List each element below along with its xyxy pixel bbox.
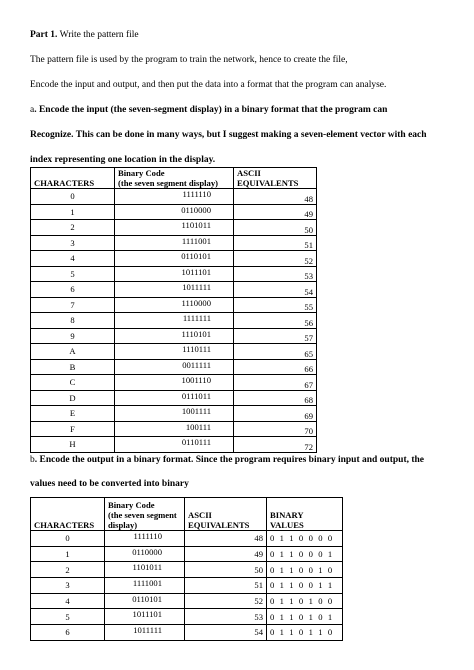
table-row	[31, 189, 317, 205]
header-binary-values: BINARY VALUES	[267, 498, 343, 531]
character-cell: 2	[31, 562, 105, 578]
binary-value-cell: 0 1 1 0 1 0 1	[267, 609, 343, 625]
binary-code-cell: 1011111	[105, 625, 185, 641]
intro-paragraph-1: The pattern file is used by the program to train the network, hence to create the file,	[30, 55, 348, 65]
seven-segment-table	[30, 167, 317, 453]
ascii-cell: 66	[234, 359, 317, 375]
character-cell: 1	[31, 204, 115, 220]
character-cell: H	[31, 437, 115, 453]
binary-code-cell: 100111	[115, 421, 234, 437]
section-b-letter: b	[30, 455, 35, 465]
section-a-text: . Encode the input (the seven-segment display) in a binary format that the program can	[34, 105, 388, 115]
ascii-cell: 55	[234, 297, 317, 313]
character-cell: 0	[31, 189, 115, 205]
binary-value-cell: 0 1 1 0 0 1 0	[267, 562, 343, 578]
character-cell: D	[31, 390, 115, 406]
character-cell: 4	[31, 251, 115, 267]
table-row	[31, 220, 317, 236]
ascii-cell: 65	[234, 344, 317, 360]
section-a-line-1	[30, 105, 387, 115]
part-number: Part 1.	[30, 30, 58, 40]
binary-code-cell: 1011101	[105, 609, 185, 625]
binary-value-cell: 0 1 1 0 0 0 1	[267, 546, 343, 562]
character-cell: 0	[31, 531, 105, 547]
table-header-row	[31, 498, 343, 531]
binary-code-cell: 0011111	[115, 359, 234, 375]
part-heading	[30, 30, 139, 40]
table-header-row	[31, 168, 317, 189]
binary-code-cell: 0110101	[105, 593, 185, 609]
binary-code-cell: 0111011	[115, 390, 234, 406]
table-row	[31, 204, 317, 220]
binary-code-cell: 1111001	[115, 235, 234, 251]
binary-code-cell: 0110111	[115, 437, 234, 453]
header-characters: CHARACTERS	[31, 498, 105, 531]
table-row	[31, 593, 343, 609]
table-row	[31, 344, 317, 360]
ascii-cell: 72	[234, 437, 317, 453]
ascii-cell: 57	[234, 328, 317, 344]
ascii-cell: 52	[234, 251, 317, 267]
binary-code-cell: 1001110	[115, 375, 234, 391]
ascii-cell: 56	[234, 313, 317, 329]
character-cell: 2	[31, 220, 115, 236]
header-ascii: ASCII EQUIVALENTS	[185, 498, 267, 531]
binary-code-cell: 1011111	[115, 282, 234, 298]
ascii-cell: 50	[185, 562, 267, 578]
character-cell: 4	[31, 593, 105, 609]
ascii-cell: 51	[185, 578, 267, 594]
binary-code-cell: 1011101	[115, 266, 234, 282]
binary-code-cell: 1110101	[115, 328, 234, 344]
table-row	[31, 328, 317, 344]
character-cell: 7	[31, 297, 115, 313]
character-cell: 6	[31, 625, 105, 641]
binary-code-cell: 0110000	[105, 546, 185, 562]
ascii-cell: 49	[234, 204, 317, 220]
ascii-cell: 54	[185, 625, 267, 641]
table-row	[31, 531, 343, 547]
binary-value-cell: 0 1 1 0 1 0 0	[267, 593, 343, 609]
section-b-text: . Encode the output in a binary format. Since the program requires binary input and output, the	[34, 455, 425, 465]
table-row	[31, 609, 343, 625]
table-row	[31, 562, 343, 578]
binary-code-cell: 0110000	[115, 204, 234, 220]
ascii-cell: 68	[234, 390, 317, 406]
section-a-line-3: index representing one location in the display.	[30, 155, 216, 165]
table-row	[31, 406, 317, 422]
binary-code-cell: 0110101	[115, 251, 234, 267]
binary-code-cell: 1111001	[105, 578, 185, 594]
section-a-letter: a	[30, 105, 35, 115]
table-row	[31, 235, 317, 251]
section-b-line-1	[30, 455, 424, 465]
header-binary-code: Binary Code (the seven segment display)	[105, 498, 185, 531]
ascii-cell: 48	[185, 531, 267, 547]
character-cell: C	[31, 375, 115, 391]
character-cell: 5	[31, 609, 105, 625]
table-row	[31, 390, 317, 406]
table-row	[31, 297, 317, 313]
header-binary-code: Binary Code (the seven segment display)	[115, 168, 234, 189]
binary-code-cell: 1110111	[115, 344, 234, 360]
binary-code-cell: 1001111	[115, 406, 234, 422]
character-cell: 5	[31, 266, 115, 282]
character-cell: 6	[31, 282, 115, 298]
table-row	[31, 546, 343, 562]
table-row	[31, 625, 343, 641]
character-cell: B	[31, 359, 115, 375]
table-row	[31, 266, 317, 282]
ascii-cell: 53	[234, 266, 317, 282]
ascii-cell: 69	[234, 406, 317, 422]
ascii-cell: 70	[234, 421, 317, 437]
character-cell: 3	[31, 235, 115, 251]
binary-output-table	[30, 497, 343, 641]
character-cell: E	[31, 406, 115, 422]
section-a-line-2: Recognize. This can be done in many ways, but I suggest making a seven-element vector with each	[30, 130, 427, 140]
ascii-cell: 52	[185, 593, 267, 609]
binary-value-cell: 0 1 1 0 0 0 0	[267, 531, 343, 547]
character-cell: A	[31, 344, 115, 360]
binary-code-cell: 1111111	[115, 313, 234, 329]
ascii-cell: 54	[234, 282, 317, 298]
binary-value-cell: 0 1 1 0 0 1 1	[267, 578, 343, 594]
character-cell: 8	[31, 313, 115, 329]
table-row	[31, 251, 317, 267]
character-cell: 9	[31, 328, 115, 344]
table-row	[31, 282, 317, 298]
character-cell: 1	[31, 546, 105, 562]
intro-paragraph-2: Encode the input and output, and then put the data into a format that the program can analyse.	[30, 80, 387, 90]
ascii-cell: 48	[234, 189, 317, 205]
character-cell: 3	[31, 578, 105, 594]
header-ascii: ASCII EQUIVALENTS	[234, 168, 317, 189]
table-row	[31, 375, 317, 391]
table-row	[31, 421, 317, 437]
character-cell: F	[31, 421, 115, 437]
ascii-cell: 49	[185, 546, 267, 562]
binary-code-cell: 1110000	[115, 297, 234, 313]
binary-code-cell: 1111110	[105, 531, 185, 547]
table-row	[31, 359, 317, 375]
binary-code-cell: 1101011	[105, 562, 185, 578]
ascii-cell: 67	[234, 375, 317, 391]
ascii-cell: 50	[234, 220, 317, 236]
ascii-cell: 53	[185, 609, 267, 625]
header-characters: CHARACTERS	[31, 168, 115, 189]
binary-code-cell: 1111110	[115, 189, 234, 205]
table-row	[31, 578, 343, 594]
binary-code-cell: 1101011	[115, 220, 234, 236]
ascii-cell: 51	[234, 235, 317, 251]
table-row	[31, 313, 317, 329]
binary-value-cell: 0 1 1 0 1 1 0	[267, 625, 343, 641]
section-b-line-2: values need to be converted into binary	[30, 479, 189, 489]
part-title: Write the pattern file	[57, 30, 139, 40]
table-row	[31, 437, 317, 453]
